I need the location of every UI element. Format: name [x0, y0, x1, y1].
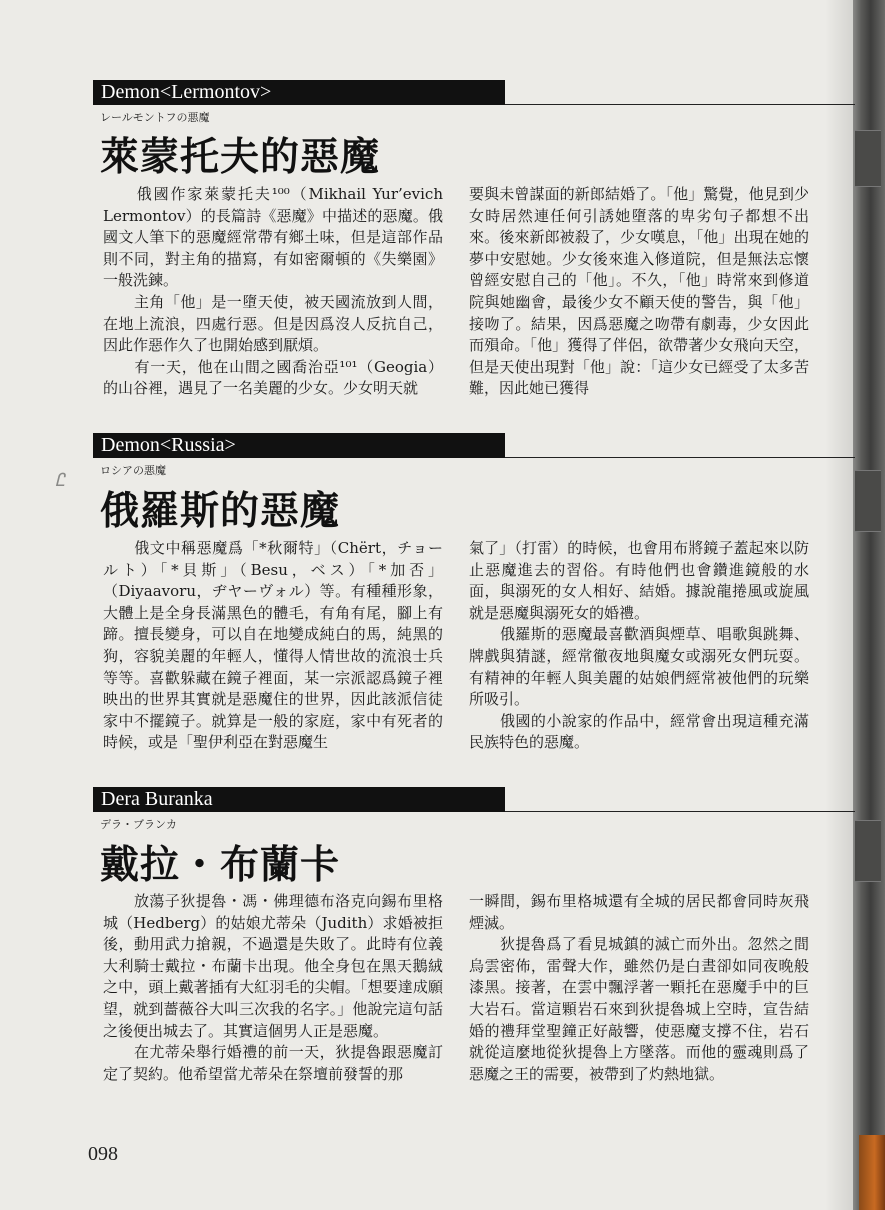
- header-rule: [505, 811, 855, 812]
- entry-header-bar: Demon<Lermontov>: [93, 80, 505, 105]
- page-shadow: [825, 0, 853, 1210]
- entry-kana: レールモントフの悪魔: [100, 111, 210, 124]
- paragraph: 要與未曾謀面的新郎結婚了。「他」驚覺，他見到少女時居然連任何引誘她墮落的卑劣句子都想不出來。後來新郎被殺了，少女嘆息，「他」出現在她的夢中安慰她。少女後來進入修道院，但是無法忘懷曾經安慰自己的「他」。不久，「他」時常來到修道院與她幽會，最後少女不顧天使的警告，與「他」接吻了。結果，因爲惡魔之吻帶有劇毒，少女因此而殞命。「他」獲得了伴侶，欲帶著少女飛向天空，但是天使出現對「他」說：「這少女已經受了太多苦難，因此她已獲得: [469, 185, 809, 398]
- header-rule: [505, 457, 855, 458]
- bookmark-tab: [859, 1135, 885, 1210]
- paragraph: 狄提魯爲了看見城鎮的滅亡而外出。忽然之間烏雲密佈，雷聲大作，雖然仍是白晝卻如同夜晚般漆黑。接著，在雲中飄浮著一顆托在惡魔手中的巨大岩石。當這顆岩石來到狄提魯城上空時，宣告結婚的禮拜堂聖鐘正好敲響，使惡魔支撐不住，岩石就從這麼地從狄提魯上方墜落。而他的靈魂則爲了惡魔之王的需要，被帶到了灼熱地獄。: [469, 935, 809, 1083]
- entry-text-left: [103, 184, 443, 400]
- entry-title: 俄羅斯的惡魔: [100, 489, 341, 534]
- paragraph: 俄國作家萊蒙托夫¹⁰⁰（Mikhail Yur’evich Lermontov）的長篇詩《惡魔》中描述的惡魔。俄國文人筆下的惡魔經常帶有鄉土味，但是這部作品則不同，對主角的描寫，有如密爾頓的《失樂園》一般洗鍊。: [103, 185, 443, 290]
- paragraph: 有一天，他在山間之國喬治亞¹⁰¹（Geogia）的山谷裡，遇見了一名美麗的少女。少女明天就: [103, 357, 443, 398]
- entry-text-right: [469, 538, 809, 754]
- entry-text-right: [469, 184, 809, 400]
- paragraph: 在尤蒂朵舉行婚禮的前一天，狄提魯跟惡魔訂定了契約。他希望當尤蒂朵在祭壇前發誓的那: [103, 1043, 443, 1083]
- entry-text-left: [103, 891, 443, 1085]
- paragraph: 俄文中稱惡魔爲「*秋爾特」（Chërt，チョールト）「*貝斯」（Besu，ベス）「*加否」（Diyaavoru，ヂヤーヴォル）等。有種種形象，大體上是全身長滿黑色的體毛，有角有尾，腳上有蹄。擅長變身，可以自在地變成純白的馬，純黑的狗，容貌美麗的年輕人，懂得人情世故的流浪士兵等等。喜歡躲藏在鏡子裡面，某一宗派認爲鏡子裡映出的世界其實就是惡魔住的世界，因此該派信徒家中不擺鏡子。就算是一般的家庭，家中有死者的時候，或是「聖伊利亞在對惡魔生: [103, 539, 443, 752]
- adjacent-page-edge: [853, 0, 885, 1210]
- paragraph: 放蕩子狄提魯・馮・佛理德布洛克向錫布里格城（Hedberg）的姑娘尤蒂朵（Judith）求婚被拒後，動用武力搶親，不過還是失敗了。此時有位義大利騎士戴拉・布蘭卡出現。他全身包在黑天鵝絨之中，頭上戴著插有大紅羽毛的尖帽。「想要達成願望，就到薔薇谷大叫三次我的名字。」他說完這句話之後便出城去了。其實這個男人正是惡魔。: [103, 892, 443, 1040]
- entry-header-bar: Dera Buranka: [93, 787, 505, 812]
- entry-title: 萊蒙托夫的惡魔: [100, 135, 381, 180]
- paragraph: 主角「他」是一墮天使，被天國流放到人間，在地上流浪，四處行惡。但是因爲沒人反抗自己，因此作惡作久了也開始感到厭煩。: [103, 292, 443, 355]
- paragraph: 俄羅斯的惡魔最喜歡酒與煙草、唱歌與跳舞、牌戲與猜謎，經常徹夜地與魔女或溺死女們玩耍。有精神的年輕人與美麗的姑娘們經常被他們的玩樂所吸引。: [469, 625, 809, 709]
- page-number: 098: [88, 1143, 118, 1165]
- header-rule: [505, 104, 855, 105]
- signature-mark: Ꮭ: [55, 470, 66, 491]
- paragraph: 俄國的小說家的作品中，經常會出現這種充滿民族特色的惡魔。: [469, 711, 809, 752]
- entry-title: 戴拉・布蘭卡: [100, 843, 341, 888]
- entry-text-right: [469, 891, 809, 1085]
- entry-kana: デラ・ブランカ: [100, 818, 177, 831]
- entry-kana: ロシアの悪魔: [100, 464, 166, 477]
- entry-text-left: [103, 538, 443, 754]
- entry-header-bar: Demon<Russia>: [93, 433, 505, 458]
- paragraph: 氣了」（打雷）的時候，也會用布將鏡子蓋起來以防止惡魔進去的習俗。有時他們也會鑽進鏡般的水面，與溺死的女人相好、結婚。據說龍捲風或旋風就是惡魔與溺死女的婚禮。: [469, 539, 809, 622]
- paragraph: 一瞬間，錫布里格城還有全城的居民都會同時灰飛煙滅。: [469, 892, 809, 932]
